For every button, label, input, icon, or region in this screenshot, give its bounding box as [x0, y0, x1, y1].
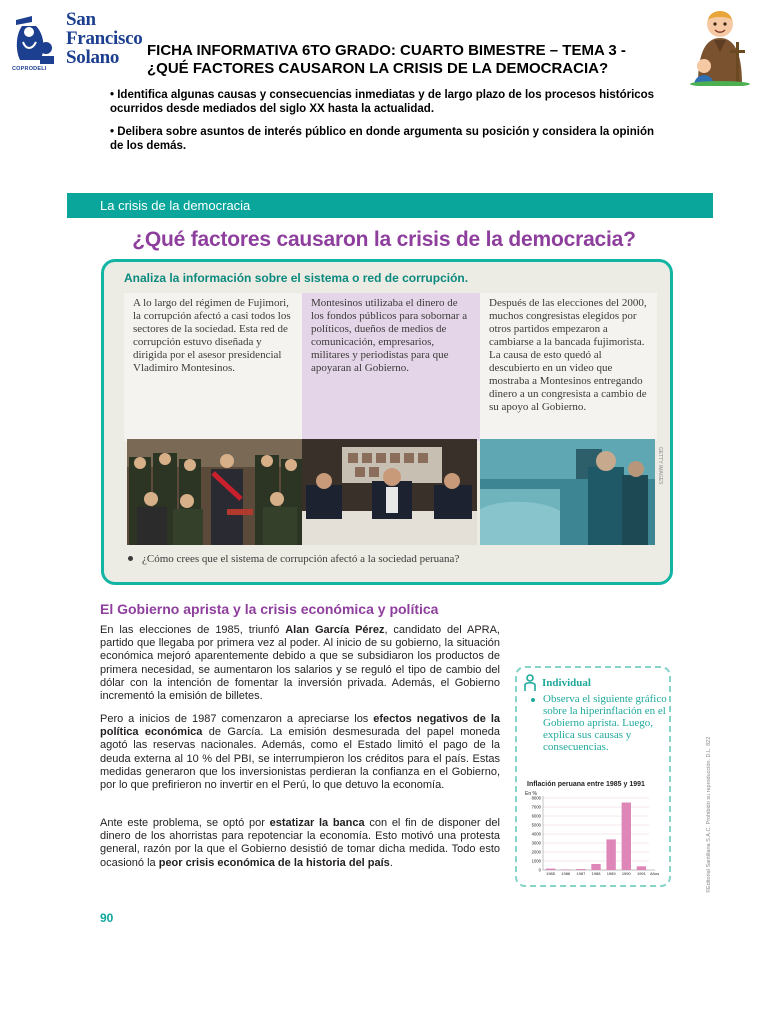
chart-bar: [561, 869, 570, 870]
photo-video-still: [480, 439, 655, 545]
text-run: de García. La emisión desmesurada del papel moneda agotó las reservas nacionales. Además, como el Estado limitó el pago de la deuda externa al 10 % del PBI, se interrumpieron los créditos para el país. Estas medidas generaron que los inversionistas perdieran la confianza en el Gobierno, por lo que prefirieron no invertir en el Perú, lo que detuvo la economía.: [100, 726, 500, 792]
chart-bar: [622, 803, 631, 871]
text-emphasis: Alan García Pérez: [285, 624, 385, 636]
info-column-3: Después de las elecciones del 2000, muchos congresistas elegidos por otros partidos empezaron a cambiarse a la bancada fujimorista. La causa de esto quedó al descubierto en un video que mostraba a Montesinos entregando dinero a un congresista a cambio de su apoyo al Gobierno.: [480, 293, 657, 441]
panel-heading: Analiza la información sobre el sistema o red de corrupción.: [124, 271, 469, 285]
text-run: con el fin de disponer del dinero de los ahorristas para repotenciar la economía. Esto motivó una protesta general, razón por la que el Gobierno desistió de tomar dicha medida. Todo esto ocasionó la: [100, 817, 500, 869]
y-tick-label: 1000: [531, 858, 541, 864]
activity-instructions: Observa el siguiente gráfico sobre la hiperinflación en el Gobierno aprista. Luego, explica sus causas y consecuencias.: [543, 693, 667, 753]
y-tick-label: 0: [538, 867, 541, 873]
x-tick-label: 1991: [636, 871, 646, 877]
x-tick-label: 1986: [561, 871, 571, 877]
logo-text-line2: Francisco: [66, 28, 143, 49]
x-tick-label: 1990: [621, 871, 631, 877]
text-run: , candidato del APRA, partido que llegaba por primera vez al poder. Al inicio de su gobierno, la situación económica mejoró aparentemente debido a que se subsidiaron los productos de primera necesidad, se aumentaron los salarios y se reguló el tipo de cambio del dólar con la intención de fomentar la inversión privada. Además, el Gobierno incrementó la emisión de billetes.: [100, 624, 500, 703]
main-question-heading: ¿Qué factores causaron la crisis de la democracia?: [132, 228, 636, 251]
x-tick-label: 1988: [591, 871, 601, 877]
article-heading: El Gobierno aprista y la crisis económica y política: [100, 601, 439, 617]
text-run: En las elecciones de 1985, triunfó: [100, 624, 286, 636]
x-tick-label: 1985: [546, 871, 556, 877]
bullet-dot-icon: [531, 698, 535, 702]
info-column-1: A lo largo del régimen de Fujimori, la corrupción afectó a casi todos los sectores de la sociedad. Esta red de corrupción estuvo diseñada y dirigida por el asesor presidencial Vladimiro Montesinos.: [124, 293, 302, 441]
photo-press-conference: [302, 439, 477, 545]
text-emphasis: estatizar la banca: [269, 817, 365, 829]
chart-bar: [591, 864, 600, 870]
page-number: 90: [100, 911, 114, 925]
person-icon: [523, 674, 537, 692]
y-tick-label: 2000: [531, 849, 541, 855]
info-column-2: Montesinos utilizaba el dinero de los fondos públicos para sobornar a políticos, dueños de medios de comunicación, empresarios, militares y periodistas para que apoyaran al Gobierno.: [302, 293, 480, 441]
text-run: .: [389, 856, 393, 869]
y-tick-label: 4000: [531, 831, 541, 837]
worksheet-title-line1: FICHA INFORMATIVA 6TO GRADO: CUARTO BIMESTRE – TEMA 3 -: [147, 42, 626, 59]
text-emphasis: peor crisis económica de la historia del país: [158, 856, 390, 869]
inflation-bar-chart: [521, 790, 667, 882]
chart-bar: [637, 866, 646, 870]
bullet-dot-icon: [128, 556, 133, 561]
chart-bar: [606, 839, 615, 870]
copyright-credit: ©Editorial Santillana S.A.C. Prohibido su reproducción. D.L. 822: [706, 736, 712, 893]
objective-item: • Delibera sobre asuntos de interés público en donde argumenta su posición y considera la opinión de los demás.: [110, 126, 654, 152]
photo-military-ceremony: [127, 439, 302, 545]
photo-credit: GETTY IMAGES: [657, 447, 663, 485]
text-emphasis: efectos negativos de la política económica: [100, 713, 500, 739]
chart-title: Inflación peruana entre 1985 y 1991: [527, 781, 645, 788]
chart-bar: [576, 869, 585, 870]
y-axis-label: En %: [525, 791, 537, 797]
chart-bar: [546, 869, 555, 870]
section-banner-label: La crisis de la democracia: [100, 198, 251, 213]
learning-objectives: [110, 88, 670, 162]
x-tick-label: 1989: [606, 871, 616, 877]
logo-subtext: COPRODELI: [12, 66, 47, 72]
activity-title: Individual: [542, 677, 591, 689]
school-logo: [10, 8, 143, 74]
article-paragraph-1: [100, 624, 500, 703]
text-run: Ante este problema, se optó por: [100, 817, 270, 829]
text-run: Pero a inicios de 1987 comenzaron a apreciarse los: [100, 713, 374, 725]
logo-text-line1: San: [66, 9, 96, 30]
y-tick-label: 5000: [531, 822, 541, 828]
inflation-chart: [521, 790, 667, 882]
y-tick-label: 7000: [531, 804, 541, 810]
section-banner: [67, 193, 713, 218]
school-emblem-icon: [10, 10, 60, 70]
y-tick-label: 8000: [531, 795, 541, 801]
saint-illustration-icon: [684, 6, 756, 86]
reflection-question-text: ¿Cómo crees que el sistema de corrupción afectó a la sociedad peruana?: [142, 553, 460, 565]
individual-activity-box: [515, 666, 671, 887]
article-paragraph-3: [100, 817, 500, 870]
worksheet-title: [147, 42, 677, 78]
y-tick-label: 6000: [531, 813, 541, 819]
y-tick-label: 3000: [531, 840, 541, 846]
x-axis-label: Años: [650, 871, 660, 877]
reflection-question: [128, 553, 459, 565]
logo-text-line3: Solano: [66, 47, 120, 68]
worksheet-title-line2: ¿QUÉ FACTORES CAUSARON LA CRISIS DE LA DEMOCRACIA?: [147, 60, 609, 77]
objective-item: • Identifica algunas causas y consecuencias inmediatas y de largo plazo de los procesos históricos ocurridos desde mediados del siglo XX hasta la actualidad.: [110, 89, 655, 115]
corruption-analysis-panel: [101, 259, 673, 585]
x-tick-label: 1987: [576, 871, 586, 877]
article-paragraph-2: [100, 713, 500, 792]
